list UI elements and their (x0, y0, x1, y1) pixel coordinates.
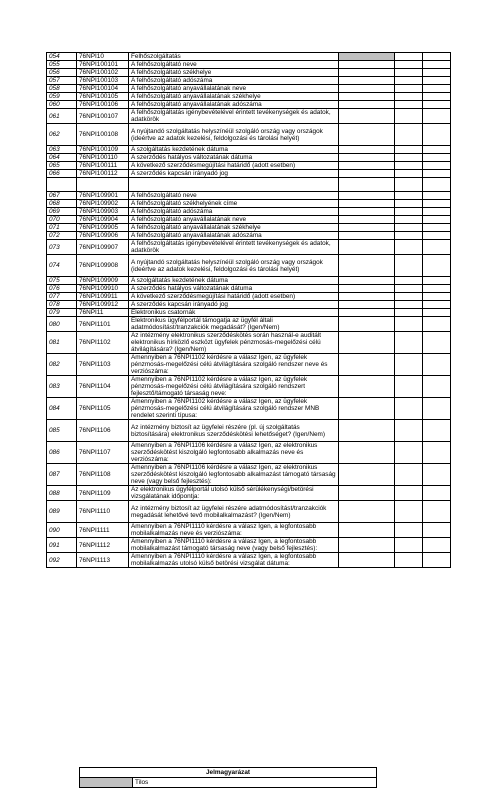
row-extra-cell (395, 442, 423, 464)
row-id: 76NPI109905 (77, 224, 129, 232)
row-extra-cell (423, 178, 451, 192)
row-code: 082 (47, 354, 77, 376)
row-extra-cell (395, 154, 423, 162)
row-code: 076 (47, 285, 77, 293)
row-extra-cell (423, 200, 451, 208)
row-value-cell (339, 309, 395, 317)
row-extra-cell (395, 53, 423, 61)
table-row (47, 293, 451, 301)
row-id: 76NPI1104 (77, 376, 129, 398)
row-extra-cell (395, 538, 423, 553)
row-code: 062 (47, 124, 77, 146)
row-description: A felhőszolgáltató adószáma (129, 77, 339, 85)
row-extra-cell (395, 77, 423, 85)
row-value-cell (339, 77, 395, 85)
row-extra-cell (423, 277, 451, 285)
row-extra-cell (395, 124, 423, 146)
row-id: 76NPI109904 (77, 216, 129, 224)
row-extra-cell (395, 317, 423, 332)
row-extra-cell (423, 170, 451, 178)
row-id: 76NPI100112 (77, 170, 129, 178)
row-code: 091 (47, 538, 77, 553)
row-id: 76NPI1113 (77, 553, 129, 568)
row-code: 077 (47, 293, 77, 301)
row-description: A felhőszolgáltató anyavállalatának adószáma (129, 232, 339, 240)
row-description: A nyújtandó szolgáltatás helyszínéül szolgáló ország vagy országok (ideértve az adatok kezelési, feldolgozási és tárolási helyét) (129, 124, 339, 146)
row-description: A nyújtandó szolgáltatás helyszínéül szolgáló ország vagy országok (ideértve az adatok kezelési, feldolgozási és tárolási helyét) (129, 255, 339, 277)
row-extra-cell (423, 61, 451, 69)
row-code (47, 178, 77, 192)
row-value-cell (339, 53, 395, 61)
table-row (47, 376, 451, 398)
row-extra-cell (423, 442, 451, 464)
row-value-cell (339, 162, 395, 170)
row-value-cell (339, 442, 395, 464)
row-extra-cell (395, 464, 423, 486)
row-value-cell (339, 200, 395, 208)
row-id: 76NPI109906 (77, 232, 129, 240)
table-row (47, 332, 451, 354)
table-row (47, 61, 451, 69)
table-row (47, 523, 451, 538)
row-id: 76NPI1110 (77, 501, 129, 523)
row-id: 76NPI1112 (77, 538, 129, 553)
row-value-cell (339, 464, 395, 486)
row-value-cell (339, 240, 395, 255)
row-id: 76NPI1103 (77, 354, 129, 376)
row-value-cell (339, 124, 395, 146)
row-id: 76NPI109909 (77, 277, 129, 285)
row-extra-cell (423, 192, 451, 200)
row-code: 089 (47, 501, 77, 523)
table-row (47, 109, 451, 124)
row-description: Amennyiben a 76NPI1106 kérdésre a válasz Igen, az elektronikus szerződéskötést kiszolgáló legfontosabb alkalmazás neve és verziószáma: (129, 442, 339, 464)
row-description: A felhőszolgáltató neve (129, 61, 339, 69)
row-value-cell (339, 420, 395, 442)
row-extra-cell (423, 464, 451, 486)
row-extra-cell (395, 501, 423, 523)
row-extra-cell (423, 354, 451, 376)
row-code: 084 (47, 398, 77, 420)
row-code: 071 (47, 224, 77, 232)
table-row (47, 69, 451, 77)
row-id: 76NPI109902 (77, 200, 129, 208)
row-code: 083 (47, 376, 77, 398)
row-code: 070 (47, 216, 77, 224)
row-value-cell (339, 216, 395, 224)
row-id (77, 178, 129, 192)
row-description: A felhőszolgáltatás igénybevételével érintett tevékenységek és adatok, adatkörök (129, 240, 339, 255)
row-description: Amennyiben a 76NPI1102 kérdésre a válasz Igen, az ügyfelek pénzmosás-megelőzési célú átvilágítására szolgáló rendszer MNB rendelet szerinti típusa: (129, 398, 339, 420)
row-extra-cell (423, 332, 451, 354)
table-row (47, 93, 451, 101)
legend-gray-swatch (80, 778, 133, 788)
table-row (47, 101, 451, 109)
row-extra-cell (395, 277, 423, 285)
row-extra-cell (395, 178, 423, 192)
row-extra-cell (423, 255, 451, 277)
row-value-cell (339, 224, 395, 232)
row-extra-cell (395, 240, 423, 255)
row-code: 073 (47, 240, 77, 255)
table-row (47, 398, 451, 420)
row-code: 075 (47, 277, 77, 285)
row-extra-cell (395, 420, 423, 442)
row-extra-cell (395, 354, 423, 376)
table-row (47, 216, 451, 224)
row-id: 76NPI1101 (77, 317, 129, 332)
row-extra-cell (423, 216, 451, 224)
row-value-cell (339, 376, 395, 398)
row-code: 078 (47, 301, 77, 309)
row-description: Amennyiben a 76NPI1106 kérdésre a válasz Igen, az elektronikus szerződéskötést kiszolgáló legfontosabb alkalmazást támogató társaság neve (vagy belső fejlesztés): (129, 464, 339, 486)
row-description: A felhőszolgáltató anyavállalatának székhelye (129, 93, 339, 101)
table-row (47, 464, 451, 486)
row-extra-cell (395, 85, 423, 93)
row-code: 063 (47, 146, 77, 154)
row-description: Elektronikus ügyfélportál támogatja az ügyfél általi adatmódosítást/tranzakciók megadását? (Igen/Nem) (129, 317, 339, 332)
row-description: A szerződés kapcsán irányadó jog (129, 170, 339, 178)
row-extra-cell (395, 216, 423, 224)
row-value-cell (339, 85, 395, 93)
table-row (47, 317, 451, 332)
row-id: 76NPI10 (77, 53, 129, 61)
row-code: 060 (47, 101, 77, 109)
table-row (47, 538, 451, 553)
row-extra-cell (423, 146, 451, 154)
row-value-cell (339, 501, 395, 523)
table-row (47, 124, 451, 146)
row-extra-cell (395, 224, 423, 232)
row-description: Amennyiben a 76NPI1110 kérdésre a válasz Igen, a legfontosabb mobilalkalmazás utolsó külső betörési vizsgálat dátuma: (129, 553, 339, 568)
table-row (47, 553, 451, 568)
row-code: 065 (47, 162, 77, 170)
row-code: 087 (47, 464, 77, 486)
row-code: 092 (47, 553, 77, 568)
row-value-cell (339, 69, 395, 77)
row-id: 76NPI1108 (77, 464, 129, 486)
row-description: A következő szerződésmegújítási határidő (adott esetben) (129, 293, 339, 301)
row-code: 054 (47, 53, 77, 61)
row-extra-cell (395, 162, 423, 170)
row-extra-cell (395, 109, 423, 124)
row-code: 074 (47, 255, 77, 277)
row-code: 069 (47, 208, 77, 216)
row-description (129, 178, 339, 192)
table-row (47, 285, 451, 293)
row-description: A felhőszolgáltató székhelye (129, 69, 339, 77)
row-extra-cell (423, 420, 451, 442)
row-value-cell (339, 523, 395, 538)
row-extra-cell (395, 553, 423, 568)
row-extra-cell (395, 523, 423, 538)
row-code: 057 (47, 77, 77, 85)
row-code: 081 (47, 332, 77, 354)
row-extra-cell (395, 170, 423, 178)
row-description: Amennyiben a 76NPI1102 kérdésre a válasz Igen, az ügyfelek pénzmosás-megelőzési célú átvilágítására szolgáló rendszer neve és verziószáma: (129, 354, 339, 376)
row-code: 079 (47, 309, 77, 317)
row-extra-cell (423, 376, 451, 398)
row-id: 76NPI109910 (77, 285, 129, 293)
row-id: 76NPI100108 (77, 124, 129, 146)
row-description: A felhőszolgáltató anyavállalatának neve (129, 216, 339, 224)
table-row (47, 85, 451, 93)
row-value-cell (339, 538, 395, 553)
row-extra-cell (423, 309, 451, 317)
row-id: 76NPI100105 (77, 93, 129, 101)
row-code: 056 (47, 69, 77, 77)
row-extra-cell (423, 301, 451, 309)
table-row (47, 277, 451, 285)
data-table-container (46, 52, 450, 568)
table-row (47, 240, 451, 255)
row-extra-cell (395, 255, 423, 277)
row-extra-cell (423, 208, 451, 216)
row-code: 058 (47, 85, 77, 93)
row-extra-cell (395, 332, 423, 354)
row-value-cell (339, 154, 395, 162)
row-description: Az intézmény biztosít az ügyfelei részére (pl. új szolgáltatás biztosítására) elektronikus szerződéskötési lehetőséget? (Igen/Nem) (129, 420, 339, 442)
row-extra-cell (395, 232, 423, 240)
row-value-cell (339, 192, 395, 200)
table-row (47, 162, 451, 170)
table-row (47, 53, 451, 61)
legend-gray-label: Tilos (133, 778, 377, 788)
row-extra-cell (423, 553, 451, 568)
row-value-cell (339, 285, 395, 293)
row-description: A felhőszolgáltató adószáma (129, 208, 339, 216)
row-id: 76NPI100101 (77, 61, 129, 69)
row-value-cell (339, 170, 395, 178)
row-value-cell (339, 553, 395, 568)
row-extra-cell (395, 486, 423, 501)
row-id: 76NPI109912 (77, 301, 129, 309)
row-code: 059 (47, 93, 77, 101)
row-extra-cell (423, 162, 451, 170)
row-id: 76NPI109901 (77, 192, 129, 200)
row-extra-cell (395, 285, 423, 293)
row-id: 76NPI1109 (77, 486, 129, 501)
row-value-cell (339, 398, 395, 420)
table-row (47, 232, 451, 240)
row-value-cell (339, 486, 395, 501)
row-description: A szerződés hatályos változatának dátuma (129, 285, 339, 293)
row-id: 76NPI1111 (77, 523, 129, 538)
row-extra-cell (423, 398, 451, 420)
row-value-cell (339, 178, 395, 192)
row-code: 080 (47, 317, 77, 332)
table-row (47, 224, 451, 232)
row-extra-cell (395, 208, 423, 216)
row-extra-cell (395, 309, 423, 317)
row-description: Az intézmény biztosít az ügyfelei részére adatmódosítást/tranzakciók megadását lehetővé tevő mobilalkalmazást? (Igen/Nem) (129, 501, 339, 523)
row-value-cell (339, 232, 395, 240)
row-value-cell (339, 146, 395, 154)
row-id: 76NPI100107 (77, 109, 129, 124)
row-extra-cell (395, 61, 423, 69)
table-row (47, 301, 451, 309)
row-extra-cell (423, 538, 451, 553)
legend-title: Jelmagyarázat (80, 768, 377, 778)
row-extra-cell (423, 232, 451, 240)
row-extra-cell (423, 285, 451, 293)
row-id: 76NPI1107 (77, 442, 129, 464)
row-description: A szerződés kapcsán irányadó jog (129, 301, 339, 309)
row-description: A felhőszolgáltató anyavállalatának székhelye (129, 224, 339, 232)
row-id: 76NPI109907 (77, 240, 129, 255)
row-value-cell (339, 255, 395, 277)
row-description: A szerződés hatályos változatának dátuma (129, 154, 339, 162)
row-description: A felhőszolgáltató neve (129, 192, 339, 200)
row-id: 76NPI109903 (77, 208, 129, 216)
table-row (47, 486, 451, 501)
row-id: 76NPI100106 (77, 101, 129, 109)
row-code: 085 (47, 420, 77, 442)
row-value-cell (339, 101, 395, 109)
row-extra-cell (423, 317, 451, 332)
row-description: Amennyiben a 76NPI1110 kérdésre a válasz Igen, a legfontosabb mobilalkalmazás neve és verziószáma: (129, 523, 339, 538)
row-code: 066 (47, 170, 77, 178)
row-code: 090 (47, 523, 77, 538)
row-id: 76NPI109908 (77, 255, 129, 277)
row-description: Amennyiben a 76NPI1102 kérdésre a válasz Igen, az ügyfelek pénzmosás-megelőzési célú átvilágítására szolgáló rendszert fejlesztő/támogató társaság neve: (129, 376, 339, 398)
row-extra-cell (423, 224, 451, 232)
row-description: A szolgáltatás kezdetének dátuma (129, 146, 339, 154)
row-value-cell (339, 293, 395, 301)
row-id: 76NPI1105 (77, 398, 129, 420)
row-extra-cell (395, 376, 423, 398)
row-id: 76NPI100104 (77, 85, 129, 93)
row-extra-cell (423, 293, 451, 301)
row-code: 072 (47, 232, 77, 240)
row-description: Az elektronikus ügyfélportál utolsó külső sérülékenységi/betörési vizsgálatának időpontja: (129, 486, 339, 501)
row-extra-cell (395, 200, 423, 208)
row-value-cell (339, 93, 395, 101)
row-extra-cell (395, 93, 423, 101)
row-description: A felhőszolgáltató anyavállalatának adószáma (129, 101, 339, 109)
row-extra-cell (423, 501, 451, 523)
row-extra-cell (395, 293, 423, 301)
row-value-cell (339, 354, 395, 376)
row-id: 76NPI1106 (77, 420, 129, 442)
row-extra-cell (423, 69, 451, 77)
table-row (47, 200, 451, 208)
row-description: A következő szerződésmegújítási határidő (adott esetben) (129, 162, 339, 170)
row-extra-cell (423, 523, 451, 538)
row-extra-cell (423, 53, 451, 61)
row-extra-cell (423, 124, 451, 146)
row-code: 061 (47, 109, 77, 124)
row-extra-cell (423, 109, 451, 124)
row-code: 064 (47, 154, 77, 162)
table-row (47, 178, 451, 192)
row-description: Elektronikus csatornák (129, 309, 339, 317)
legend-table (79, 767, 377, 788)
row-value-cell (339, 317, 395, 332)
table-row (47, 146, 451, 154)
row-value-cell (339, 277, 395, 285)
row-extra-cell (423, 486, 451, 501)
row-extra-cell (395, 192, 423, 200)
table-row (47, 420, 451, 442)
table-row (47, 354, 451, 376)
row-id: 76NPI109911 (77, 293, 129, 301)
table-row (47, 192, 451, 200)
table-row (47, 77, 451, 85)
row-code: 055 (47, 61, 77, 69)
row-id: 76NPI100102 (77, 69, 129, 77)
row-id: 76NPI11 (77, 309, 129, 317)
data-table (46, 52, 451, 568)
row-description: A felhőszolgáltatás igénybevételével érintett tevékenységek és adatok, adatkörök (129, 109, 339, 124)
row-extra-cell (395, 301, 423, 309)
table-row (47, 170, 451, 178)
row-description: Felhőszolgáltatás (129, 53, 339, 61)
row-id: 76NPI100111 (77, 162, 129, 170)
row-value-cell (339, 301, 395, 309)
row-id: 76NPI100103 (77, 77, 129, 85)
row-description: A felhőszolgáltató anyavállalatának neve (129, 85, 339, 93)
row-id: 76NPI100110 (77, 154, 129, 162)
row-extra-cell (395, 398, 423, 420)
row-description: Az intézmény elektronikus szerződéskötés során használ-e auditált elektronikus hírközlő eszközt ügyfelek pénzmosás-megelőzési célú átvilágítására? (Igen/Nem) (129, 332, 339, 354)
row-extra-cell (423, 85, 451, 93)
row-id: 76NPI100109 (77, 146, 129, 154)
row-code: 088 (47, 486, 77, 501)
table-row (47, 255, 451, 277)
row-code: 086 (47, 442, 77, 464)
row-extra-cell (423, 154, 451, 162)
row-value-cell (339, 332, 395, 354)
row-id: 76NPI1102 (77, 332, 129, 354)
row-extra-cell (423, 77, 451, 85)
row-description: A szolgáltatás kezdetének dátuma (129, 277, 339, 285)
table-row (47, 154, 451, 162)
row-extra-cell (395, 146, 423, 154)
row-extra-cell (423, 93, 451, 101)
row-value-cell (339, 208, 395, 216)
row-extra-cell (423, 101, 451, 109)
row-extra-cell (395, 69, 423, 77)
table-row (47, 501, 451, 523)
row-description: A felhőszolgáltató székhelyének címe (129, 200, 339, 208)
table-row (47, 208, 451, 216)
row-value-cell (339, 61, 395, 69)
row-code: 068 (47, 200, 77, 208)
row-code: 067 (47, 192, 77, 200)
row-extra-cell (395, 101, 423, 109)
row-value-cell (339, 109, 395, 124)
row-description: Amennyiben a 76NPI1110 kérdésre a válasz Igen, a legfontosabb mobilalkalmazást támogató társaság neve (vagy belső fejlesztés): (129, 538, 339, 553)
table-row (47, 442, 451, 464)
table-row (47, 309, 451, 317)
row-extra-cell (423, 240, 451, 255)
